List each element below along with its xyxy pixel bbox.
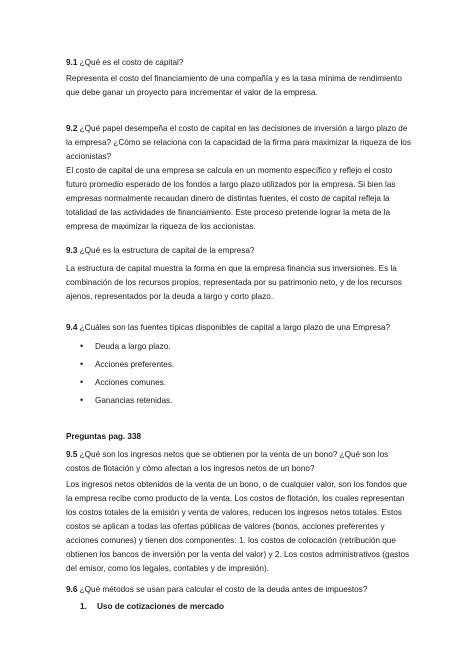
bullet-icon: • [80,359,84,369]
answer-9-3: La estructura de capital muestra la forma en que la empresa financia sus inversiones. Es la combinación de los recursos propios, representada por su patrimonio neto, y de los recursos ajenos, representados por la deuda a largo y corto plazo. [66,264,402,301]
bullet-icon: • [80,377,84,387]
question-text: ¿Qué papel desempeña el costo de capital en las decisiones de inversión a largo plazo de la empresa? ¿Cómo se relaciona con la capacidad de la firma para maximizar la riqueza de los accionistas? [66,124,411,161]
question-9-5 [66,448,414,476]
ordered-list-item [80,600,224,614]
bullet-icon: • [80,341,84,351]
question-9-3 [66,244,414,258]
bullet-item [80,393,172,408]
question-text: ¿Qué es el costo de capital? [77,58,184,67]
question-text: ¿Qué son los ingresos netos que se obtienen por la venta de un bono? ¿Qué son los costos de flotación y cómo afectan a los ingresos netos de un bono? [66,450,389,473]
question-text: ¿Qué es la estructura de capital de la empresa? [77,246,255,255]
list-number: 1. [80,602,87,611]
list-label: Uso de cotizaciones de mercado [97,602,224,611]
bullet-label: Acciones preferentes. [95,360,175,369]
bullet-item [80,375,166,390]
section-heading: Preguntas pag. 338 [66,432,142,441]
answer-9-1: Representa el costo del financiamiento de una compañía y es la tasa mínima de rendimiento que debe ganar un proyecto para incrementar el valor de la empresa. [66,74,402,97]
question-9-4 [66,321,414,335]
bullet-item [80,339,171,354]
bullet-icon: • [80,395,84,405]
answer-9-5: Los ingresos netos obtenidos de la venta de un bono, o de cualquier valor, son los fondos que la empresa recibe como producto de la venta. Los costos de flotación, los cuales representan los costos totales de la emisión y venta de valores, reducen los ingresos netos totales. Estos costos se aplican a todas las ofertas públicas de valores (bonos, acciones preferentes y acciones comunes) y tienen dos componentes: 1. los costos de colocación (retribución que obtienen los bancos de inversión por la venta del valor) y 2. Los costos administrativos (gastos del emisor, como los legales, contables y de impresión). [66,480,410,573]
question-number: 9.2 [66,124,78,133]
bullet-item [80,357,174,372]
question-text: ¿Cuáles son las fuentes típicas disponibles de capital a largo plazo de una Empresa? [77,323,391,332]
question-9-6 [66,583,414,597]
bullet-label: Acciones comunes. [95,378,166,387]
answer-9-2: El costo de capital de una empresa se calcula en un momento específico y reflejo el costo futuro promedio esperado de los fondos a largo plazo utilizados por la empresa. Si bien las empresas normalmente recaudan dinero de distintas fuentes, el costo de capital refleja la totalidad de las actividades de financiamiento. Este proceso pretende lograr la meta de la empresa de maximizar la riqueza de los accionistas. [66,166,396,231]
bullet-label: Ganancias retenidas. [95,396,173,405]
question-number: 9.5 [66,450,78,459]
question-number: 9.3 [66,246,78,255]
question-number: 9.6 [66,585,78,594]
question-9-1 [66,56,414,70]
question-text: ¿Qué métodos se usan para calcular el costo de la deuda antes de impuestos? [77,585,368,594]
question-9-2 [66,122,414,164]
question-number: 9.1 [66,58,78,67]
bullet-label: Deuda a largo plazo. [95,342,171,351]
question-number: 9.4 [66,323,78,332]
